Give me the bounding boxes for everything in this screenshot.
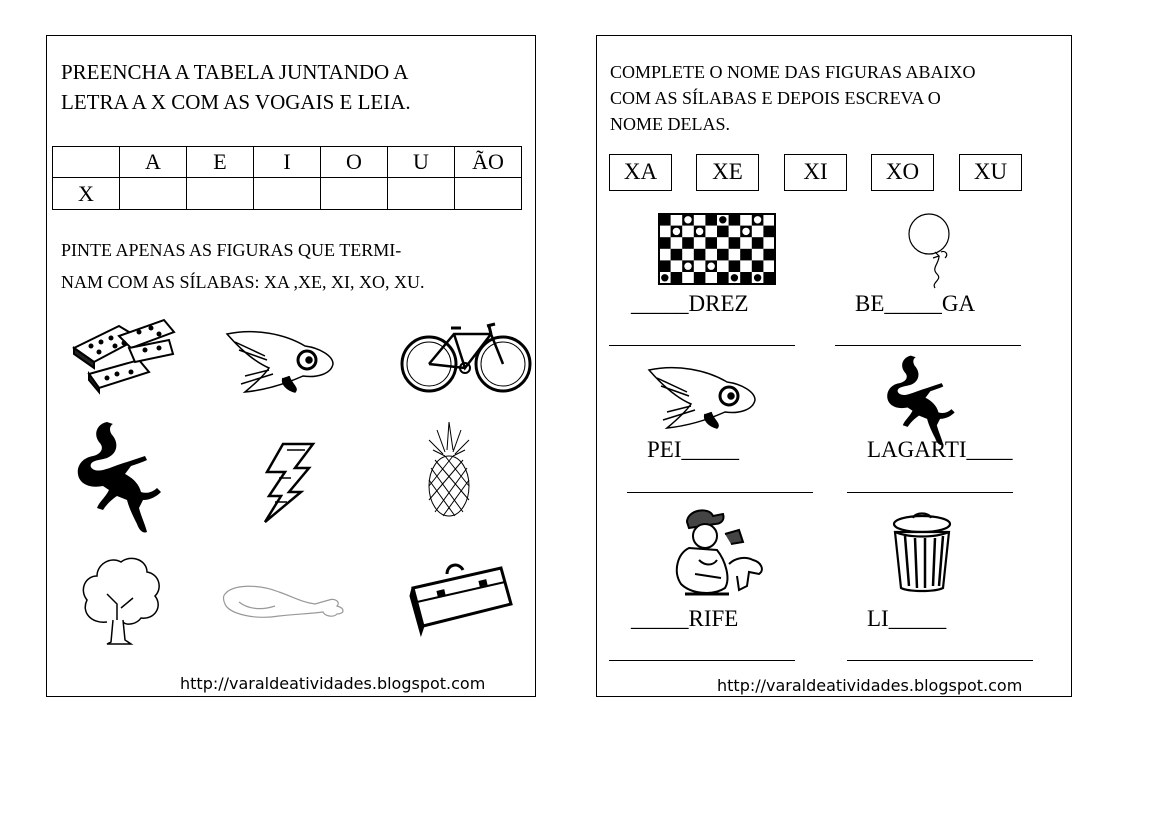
table-cell: O: [321, 147, 388, 178]
table-cell: [187, 178, 254, 210]
answer-line[interactable]: [627, 492, 813, 493]
table-cell: I: [254, 147, 321, 178]
lizard-icon: [71, 420, 163, 536]
instruction2-line-2: NAM COM AS SÍLABAS: XA ,XE, XI, XO, XU.: [61, 272, 425, 292]
syllable-box-xi: XI: [784, 154, 847, 191]
sheriff-icon: [665, 504, 771, 600]
website-url: http://varaldeatividades.blogspot.com: [180, 674, 486, 693]
instruction-line-1: COMPLETE O NOME DAS FIGURAS ABAIXO: [610, 62, 976, 82]
table-cell: ÃO: [455, 147, 522, 178]
table-cell: [388, 178, 455, 210]
instruction-line-2: LETRA A X COM AS VOGAIS E LEIA.: [61, 90, 411, 114]
fish-icon: [225, 326, 337, 398]
pineapple-icon: [423, 420, 475, 520]
website-url: http://varaldeatividades.blogspot.com: [717, 676, 1023, 695]
table-cell: X: [53, 178, 120, 210]
instruction-line-2: COM AS SÍLABAS E DEPOIS ESCREVA O: [610, 88, 941, 108]
lizard-icon: [881, 354, 957, 448]
table-cell: A: [120, 147, 187, 178]
table-header-row: [53, 147, 522, 178]
chessboard-icon: [659, 214, 775, 284]
table-cell: [53, 147, 120, 178]
syllable-table: [52, 146, 522, 210]
briefcase-icon: [407, 554, 517, 634]
word-fill-bexiga: BE_____GA: [855, 291, 976, 316]
instruction2-line-1: PINTE APENAS AS FIGURAS QUE TERMI-: [61, 240, 402, 260]
syllable-box-xo: XO: [871, 154, 934, 191]
domino-icon: [69, 318, 179, 390]
table-cell: [254, 178, 321, 210]
answer-line[interactable]: [835, 345, 1021, 346]
answer-line[interactable]: [847, 492, 1013, 493]
word-fill-lagartixa: LAGARTI____: [867, 437, 1013, 462]
answer-line[interactable]: [847, 660, 1033, 661]
tree-icon: [77, 554, 163, 646]
word-fill-lixo: LI_____: [867, 606, 947, 631]
chicken-leg-icon: [219, 582, 351, 624]
table-cell: E: [187, 147, 254, 178]
instruction-line-1: PREENCHA A TABELA JUNTANDO A: [61, 60, 409, 84]
syllable-box-xa: XA: [609, 154, 672, 191]
right-worksheet: [596, 35, 1072, 697]
table-cell: [455, 178, 522, 210]
table-x-row: [53, 178, 522, 210]
table-cell: [321, 178, 388, 210]
bicycle-icon: [399, 320, 533, 394]
trash-can-icon: [889, 512, 955, 594]
table-cell: U: [388, 147, 455, 178]
syllable-box-xe: XE: [696, 154, 759, 191]
instruction-line-3: NOME DELAS.: [610, 114, 730, 134]
fish-icon: [647, 362, 759, 434]
lightning-icon: [259, 442, 315, 524]
table-cell: [120, 178, 187, 210]
answer-line[interactable]: [609, 660, 795, 661]
left-worksheet: [46, 35, 536, 697]
word-fill-xerife: _____RIFE: [631, 606, 739, 631]
syllable-box-xu: XU: [959, 154, 1022, 191]
word-fill-drez: _____DREZ: [631, 291, 749, 316]
balloon-icon: [905, 212, 961, 288]
answer-line[interactable]: [609, 345, 795, 346]
word-fill-peixe: PEI_____: [647, 437, 739, 462]
